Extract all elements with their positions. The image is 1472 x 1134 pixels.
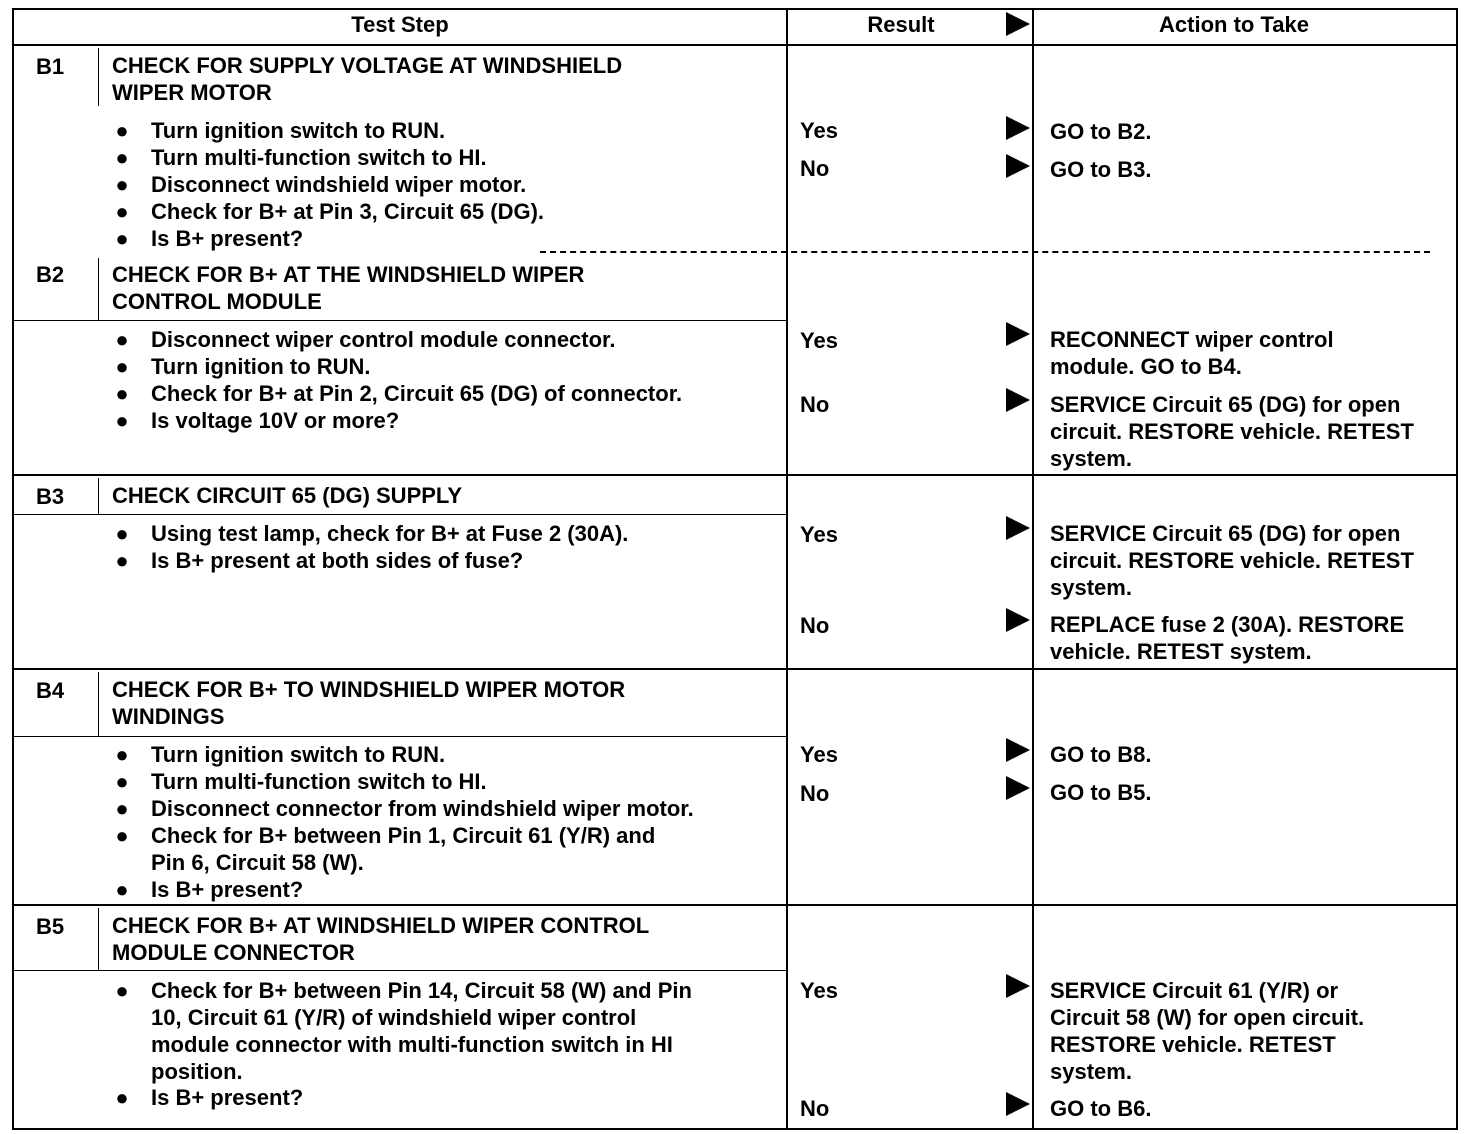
row-separator-b3 (12, 668, 1456, 670)
arrow-icon (1006, 388, 1030, 412)
arrow-icon (1006, 608, 1030, 632)
title-underline-b3 (12, 514, 786, 515)
step-title-b5: CHECK FOR B+ AT WINDSHIELD WIPER CONTROL MODULE CONNECTOR (112, 913, 650, 965)
header-test-step: Test Step (351, 12, 449, 37)
result-yes-b5: Yes (800, 978, 838, 1003)
action-yes-b2: RECONNECT wiper control module. GO to B4. (1050, 327, 1334, 379)
step-id-b5: B5 (36, 914, 65, 939)
result-yes-b2: Yes (800, 328, 838, 353)
column-divider-action (1032, 8, 1034, 1128)
arrow-icon (1006, 322, 1030, 346)
result-no-b1: No (800, 156, 830, 181)
arrow-icon (1006, 516, 1030, 540)
step-title-b3: CHECK CIRCUIT 65 (DG) SUPPLY (112, 483, 463, 508)
arrow-icon (1006, 776, 1030, 800)
step-id-divider-b3 (98, 478, 99, 514)
arrow-icon (1006, 1092, 1030, 1116)
action-no-b3: REPLACE fuse 2 (30A). RESTORE vehicle. RETEST system. (1050, 612, 1405, 664)
action-no-b4: GO to B5. (1050, 780, 1152, 805)
arrow-icon (1006, 154, 1030, 178)
arrow-icon (1006, 974, 1030, 998)
header-result: Result (867, 12, 935, 37)
title-underline-b5 (12, 970, 786, 971)
header-bottom-rule (12, 44, 1456, 46)
header-action: Action to Take (1159, 12, 1309, 37)
action-yes-b1: GO to B2. (1050, 119, 1152, 144)
title-underline-b4 (12, 736, 786, 737)
step-title-b4: CHECK FOR B+ TO WINDSHIELD WIPER MOTOR WINDINGS (112, 677, 626, 729)
row-separator-b1 (540, 251, 1430, 253)
step-title-b1: CHECK FOR SUPPLY VOLTAGE AT WINDSHIELD WIPER MOTOR (112, 53, 623, 105)
result-yes-b3: Yes (800, 522, 838, 547)
action-yes-b3: SERVICE Circuit 65 (DG) for open circuit. RESTORE vehicle. RETEST system. (1050, 521, 1414, 600)
action-no-b2: SERVICE Circuit 65 (DG) for open circuit. RESTORE vehicle. RETEST system. (1050, 392, 1414, 471)
title-underline-b2 (12, 320, 786, 321)
step-id-divider-b1 (98, 48, 99, 106)
step-id-b4: B4 (36, 678, 65, 703)
step-id-b3: B3 (36, 484, 65, 509)
step-id-b1: B1 (36, 54, 65, 79)
step-id-divider-b2 (98, 258, 99, 320)
arrow-icon (1006, 116, 1030, 140)
row-separator-b4 (12, 904, 1456, 906)
result-no-b3: No (800, 613, 830, 638)
result-no-b2: No (800, 392, 830, 417)
result-no-b5: No (800, 1096, 830, 1121)
step-id-divider-b4 (98, 672, 99, 736)
row-separator-b2 (12, 474, 1456, 476)
action-yes-b4: GO to B8. (1050, 742, 1152, 767)
column-divider-result (786, 8, 788, 1128)
result-yes-b1: Yes (800, 118, 838, 143)
action-no-b1: GO to B3. (1050, 157, 1152, 182)
result-no-b4: No (800, 781, 830, 806)
step-id-b2: B2 (36, 262, 65, 287)
result-yes-b4: Yes (800, 742, 838, 767)
header-arrow-icon (1006, 12, 1030, 36)
step-title-b2: CHECK FOR B+ AT THE WINDSHIELD WIPER CONTROL MODULE (112, 262, 585, 314)
arrow-icon (1006, 738, 1030, 762)
action-no-b5: GO to B6. (1050, 1096, 1152, 1121)
action-yes-b5: SERVICE Circuit 61 (Y/R) or Circuit 58 (W) for open circuit. RESTORE vehicle. RETEST system. (1050, 978, 1365, 1084)
step-id-divider-b5 (98, 908, 99, 970)
